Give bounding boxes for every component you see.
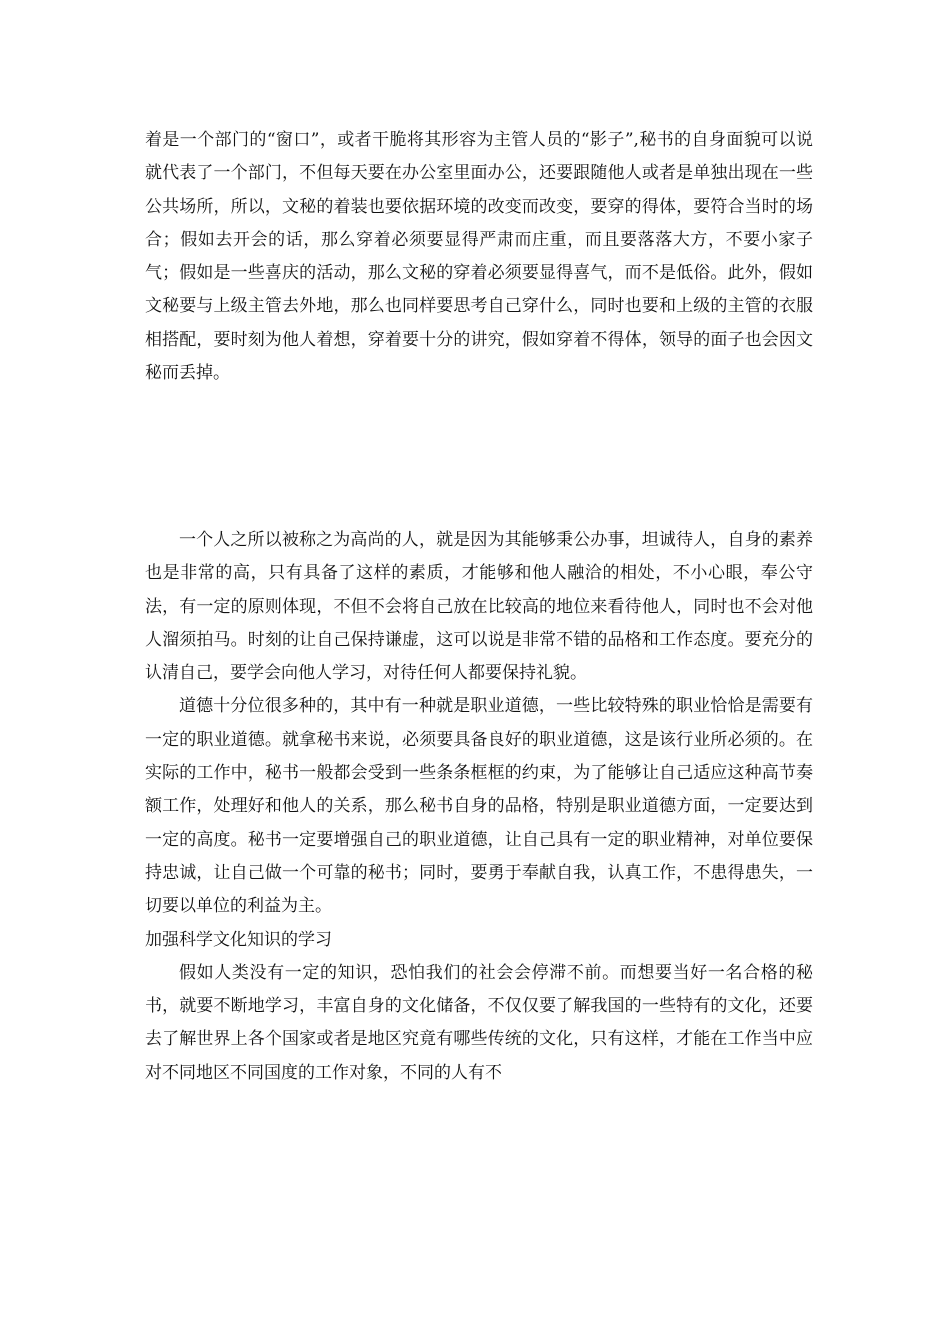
text-block-ethics: [145, 524, 813, 1090]
paragraph-knowledge: 假如人类没有一定的知识，恐怕我们的社会会停滞不前。而想要当好一名合格的秘书，就要不断地学习，丰富自身的文化储备，不仅仅要了解我国的一些特有的文化，还要去了解世界上各个国家或者是地区究竟有哪些传统的文化，只有这样，才能在工作当中应对不同地区不同国度的工作对象，不同的人有不: [145, 962, 813, 1083]
text-block-clothing: [145, 124, 813, 390]
paragraph-noble-person: 一个人之所以被称之为高尚的人，就是因为其能够秉公办事，坦诚待人，自身的素养也是非常的高，只有具备了这样的素质，才能够和他人融洽的相处，不小心眼，奉公守法，有一定的原则体现，不但不会将自己放在比较高的地位来看待他人，同时也不会对他人溜须拍马。时刻的让自己保持谦虚，这可以说是非常不错的品格和工作态度。要充分的认清自己，要学会向他人学习，对待任何人都要保持礼貌。: [145, 530, 813, 684]
paragraph-professional-ethics: 道德十分位很多种的，其中有一种就是职业道德，一些比较特殊的职业恰恰是需要有一定的职业道德。就拿秘书来说，必须要具备良好的职业道德，这是该行业所必须的。在实际的工作中，秘书一般都会受到一些条条框框的约束，为了能够让自己适应这种高节奏额工作，处理好和他人的关系，那么秘书自身的品格，特别是职业道德方面，一定要达到一定的高度。秘书一定要增强自己的职业道德，让自己具有一定的职业精神，对单位要保持忠诚，让自己做一个可靠的秘书；同时，要勇于奉献自我，认真工作，不患得患失，一切要以单位的利益为主。: [145, 696, 813, 917]
paragraph-clothing: 着是一个部门的“窗口”，或者干脆将其形容为主管人员的“影子”,秘书的自身面貌可以说就代表了一个部门，不但每天要在办公室里面办公，还要跟随他人或者是单独出现在一些公共场所，所以，文秘的着装也要依据环境的改变而改变，要穿的得体，要符合当时的场合；假如去开会的话，那么穿着必须要显得严肃而庄重，而且要落落大方，不要小家子气；假如是一些喜庆的活动，那么文秘的穿着必须要显得喜气，而不是低俗。此外，假如文秘要与上级主管去外地，那么也同样要思考自己穿什么，同时也要和上级的主管的衣服相搭配，要时刻为他人着想，穿着要十分的讲究，假如穿着不得体，领导的面子也会因文秘而丢掉。: [145, 130, 813, 384]
section-heading: 加强科学文化知识的学习: [145, 929, 332, 950]
